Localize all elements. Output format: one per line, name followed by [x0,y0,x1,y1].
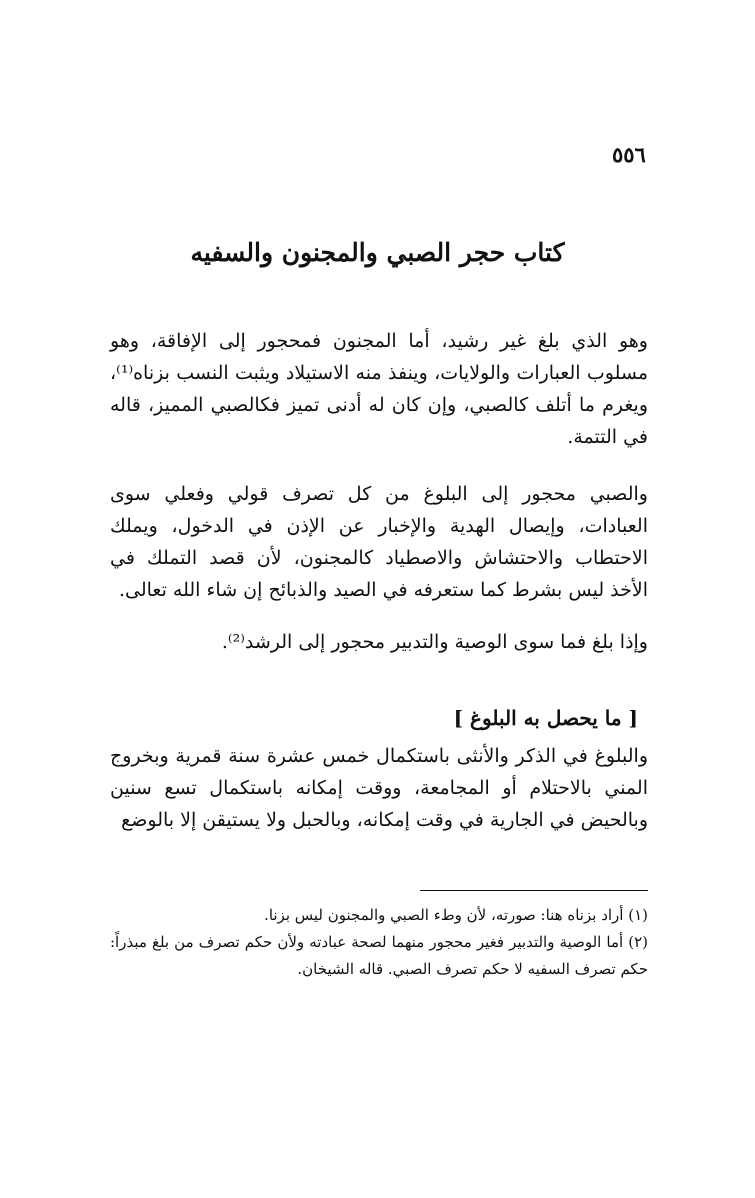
paragraph-text: والبلوغ في الذكر والأنثى باستكمال خمس عشرة سنة قمرية وبخروج المني بالاحتلام أو المجامعة، ووقت إمكانه باستكمال تسع سنين وبالحيض في الجارية في وقت إمكانه، وبالحبل ولا يستيقن إلا بالوضع [110,745,648,831]
paragraph-3 [110,626,648,658]
footnote-2: (٢) أما الوصية والتدبير فغير محجور منهما لصحة عبادته ولأن حكم تصرف من بلغ مبذراً: حكم تصرف السفيه لا حكم تصرف الصبي. قاله الشيخان. [110,933,648,978]
paragraph-text: وهو الذي بلغ غير رشيد، أما المجنون فمحجور إلى الإفاقة، وهو مسلوب العبارات والولايات، وينفذ منه الاستيلاد ويثبت النسب بزناه⁽¹⁾، ويغرم ما أتلف كالصبي، وإن كان له أدنى تميز فكالصبي المميز، قاله في التتمة. [110,330,648,448]
footnote-1: (١) أراد بزناه هنا: صورته، لأن وطء الصبي والمجنون ليس بزنا. [264,906,648,924]
section-heading: [ ما يحصل به البلوغ ] [453,706,638,730]
paragraph-1 [110,325,648,453]
page-number: ٥٥٦ [612,142,646,167]
paragraph-text: والصبي محجور إلى البلوغ من كل تصرف قولي وفعلي سوى العبادات، وإيصال الهدية والإخبار عن الإذن في الدخول، ويملك الاحتطاب والاحتشاش والاصطياد كالمجنون، لأن قصد التملك في الأخذ ليس بشرط كما ستعرفه في الصيد والذبائح إن شاء الله تعالى. [110,483,648,601]
paragraph-text: وإذا بلغ فما سوى الوصية والتدبير محجور إلى الرشد⁽²⁾. [221,631,648,653]
chapter-title: كتاب حجر الصبي والمجنون والسفيه [190,238,565,267]
footnote-divider [420,890,648,891]
footnotes [110,902,648,983]
paragraph-4 [110,740,648,836]
paragraph-2 [110,478,648,606]
